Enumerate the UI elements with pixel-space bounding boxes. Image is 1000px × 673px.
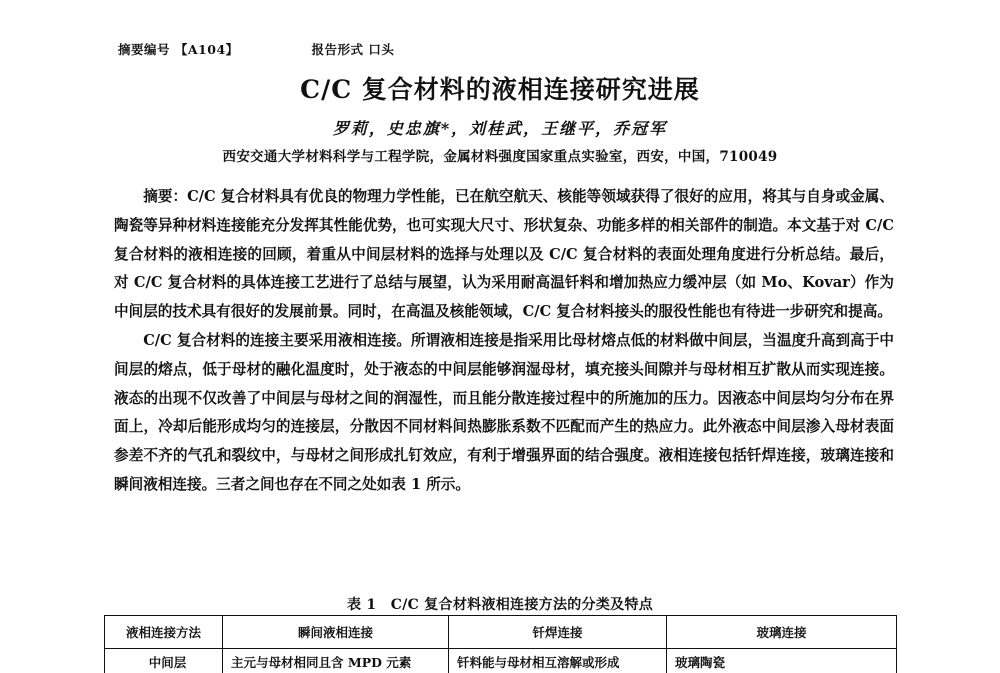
table-cell: 钎料能与母材相互溶解或形成 xyxy=(449,649,667,673)
table-cell: 主元与母材相同且含 MPD 元素 xyxy=(223,649,449,673)
table-cell: 中间层 xyxy=(105,649,223,673)
table-header-cell: 液相连接方法 xyxy=(105,616,223,649)
table-header-row xyxy=(105,616,897,649)
abstract-text: C/C 复合材料具有优良的物理力学性能，已在航空航天、核能等领域获得了很好的应用，将其与自身或金属、陶瓷等异种材料连接能充分发挥其性能优势，也可实现大尺寸、形状复杂、功能多样的相关部件的制造。本文基于对 C/C 复合材料的液相连接的回顾，着重从中间层材料的选择与处理以及 C/C 复合材料的表面处理角度进行分析总结。最后，对 C/C 复合材料的具体连接工艺进行了总结与展望，认为采用耐高温钎料和增加热应力缓冲层（如 Mo、Kovar）作为中间层的技术具有很好的发展前景。同时，在高温及核能领域，C/C 复合材料接头的服役性能也有待进一步研究和提高。 xyxy=(114,188,894,321)
classification-table xyxy=(104,615,897,673)
body-paragraph: C/C 复合材料的连接主要采用液相连接。所谓液相连接是指采用比母材熔点低的材料做中间层，当温度升高到高于中间层的熔点，低于母材的融化温度时，处于液态的中间层能够润湿母材，填充接头间隙并与母材相互扩散从而实现连接。液态的出现不仅改善了中间层与母材之间的润湿性，而且能分散连接过程中的所施加的压力。因液态中间层均匀分布在界面上，冷却后能形成均匀的连接层，分散因不同材料间热膨胀系数不匹配而产生的热应力。此外液态中间层渗入母材表面参差不齐的气孔和裂纹中，与母材之间形成扎钉效应，有利于增强界面的结合强度。液相连接包括钎焊连接，玻璃连接和瞬间液相连接。三者之间也存在不同之处如表 1 所示。 xyxy=(114,331,894,493)
table-cell: 玻璃陶瓷 xyxy=(667,649,897,673)
body-text xyxy=(114,183,894,500)
author-list: 罗莉，史忠旗*，刘桂武，王继平，乔冠军 xyxy=(332,119,668,138)
table-row xyxy=(105,649,897,673)
table-header-cell: 钎焊连接 xyxy=(449,616,667,649)
abstract-meta-line xyxy=(118,40,394,58)
paper-title: C/C 复合材料的液相连接研究进展 xyxy=(300,75,700,104)
table-header-cell: 玻璃连接 xyxy=(667,616,897,649)
affiliation: 西安交通大学材料科学与工程学院，金属材料强度国家重点实验室，西安，中国，710049 xyxy=(222,149,778,165)
abstract-paragraph xyxy=(114,183,894,327)
table-header-cell: 瞬间液相连接 xyxy=(223,616,449,649)
table-caption: 表 1 C/C 复合材料液相连接方法的分类及特点 xyxy=(346,597,654,613)
abstract-label: 摘要： xyxy=(143,188,188,205)
report-form: 报告形式 口头 xyxy=(311,42,395,57)
abstract-id: 摘要编号 【A104】 xyxy=(118,42,239,57)
